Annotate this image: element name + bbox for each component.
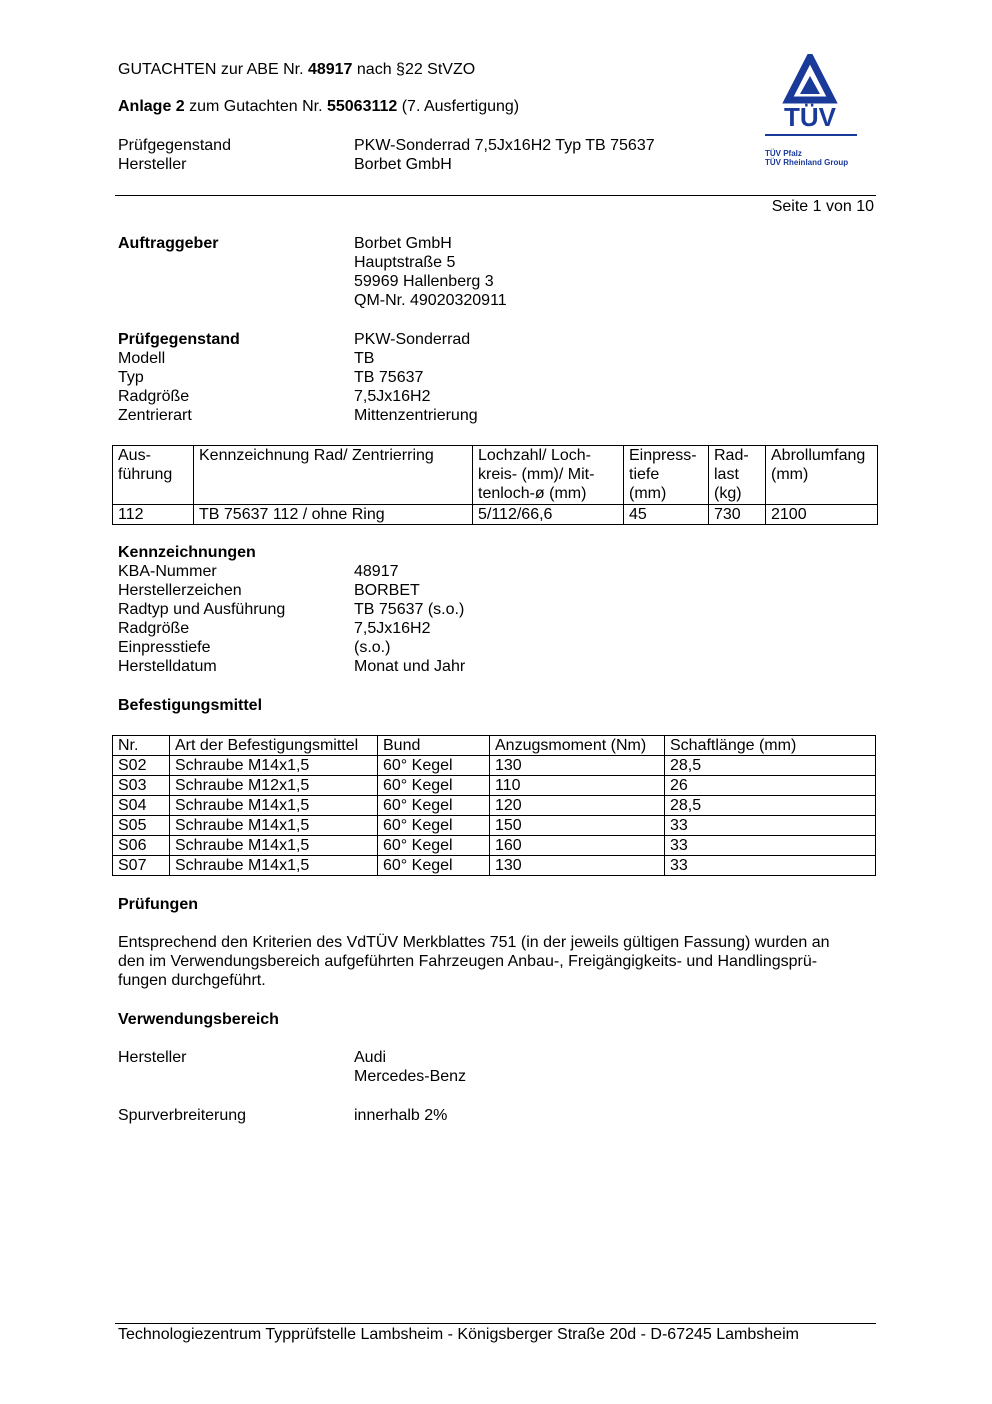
table-cell: Schraube M14x1,5 (170, 796, 378, 816)
einpresstiefe-value: (s.o.) (354, 639, 391, 656)
page-number: Seite 1 von 10 (771, 198, 874, 215)
table-cell: 60° Kegel (378, 856, 490, 876)
table-cell: Schraube M14x1,5 (170, 816, 378, 836)
col-lochzahl-header: Lochzahl/ Loch- kreis- (mm)/ Mit- tenloch-ø (mm) (473, 446, 624, 505)
table-cell: 60° Kegel (378, 756, 490, 776)
table-cell: 60° Kegel (378, 836, 490, 856)
pruefungen-text-line: fungen durchgeführt. (118, 972, 266, 989)
col-kennzeichnung-header: Kennzeichnung Rad/ Zentrierring (194, 446, 473, 505)
header-hersteller-value: Borbet GmbH (354, 156, 452, 173)
zentrierart-label: Zentrierart (118, 407, 192, 424)
table-row (113, 816, 876, 836)
radgroesse-label: Radgröße (118, 388, 190, 405)
col-abrollumfang-header: Abrollumfang (mm) (766, 446, 878, 505)
col-art-header: Art der Befestigungsmittel (170, 736, 378, 756)
header-line2-suffix: (7. Ausfertigung) (397, 98, 520, 115)
gutachten-number: 55063112 (326, 98, 398, 115)
typ-value: TB 75637 (354, 369, 424, 386)
table-cell: 2100 (766, 505, 878, 525)
herstelldatum-value: Monat und Jahr (354, 658, 466, 675)
spurverbreiterung-value: innerhalb 2% (354, 1107, 448, 1124)
header-hersteller-label: Hersteller (118, 156, 187, 173)
col-anzugsmoment-header: Anzugsmoment (Nm) (490, 736, 665, 756)
footer-address: Technologiezentrum Typprüfstelle Lambsheim - Königsberger Straße 20d - D-67245 Lambsheim (118, 1326, 799, 1343)
table-cell: Schraube M14x1,5 (170, 856, 378, 876)
table-cell: 130 (490, 756, 665, 776)
header-line2 (118, 97, 519, 116)
table-cell: 60° Kegel (378, 776, 490, 796)
table-cell: 33 (665, 856, 876, 876)
auftraggeber-line: QM-Nr. 49020320911 (354, 292, 507, 309)
auftraggeber-line: 59969 Hallenberg 3 (354, 273, 494, 290)
pruefungen-title: Prüfungen (118, 896, 198, 913)
logo-sub2: TÜV Rheinland Group (765, 158, 849, 167)
radtyp-value: TB 75637 (s.o.) (354, 601, 465, 618)
logo-divider (765, 134, 857, 136)
table-cell: S06 (113, 836, 170, 856)
verwendung-title: Verwendungsbereich (118, 1011, 279, 1028)
herstellerzeichen-label: Herstellerzeichen (118, 582, 242, 599)
befestigung-table (112, 735, 876, 876)
table-cell: 730 (709, 505, 766, 525)
table-cell: Schraube M14x1,5 (170, 836, 378, 856)
wheel-table (112, 445, 878, 525)
table-cell: 130 (490, 856, 665, 876)
table-cell: S03 (113, 776, 170, 796)
spurverbreiterung-label: Spurverbreiterung (118, 1107, 247, 1124)
table-row (113, 856, 876, 876)
table-cell: S05 (113, 816, 170, 836)
tuev-logo (760, 54, 860, 174)
table-cell: 60° Kegel (378, 816, 490, 836)
modell-label: Modell (118, 350, 166, 367)
typ-label: Typ (118, 369, 144, 386)
col-einpresstiefe-header: Einpress- tiefe (mm) (624, 446, 709, 505)
footer-divider (115, 1323, 876, 1324)
radtyp-label: Radtyp und Ausführung (118, 601, 286, 618)
abe-number: 48917 (307, 61, 353, 78)
herstellerzeichen-value: BORBET (354, 582, 420, 599)
table-row (113, 836, 876, 856)
col-ausfuehrung-header: Aus- führung (113, 446, 194, 505)
verwendung-hersteller-value: Audi (354, 1049, 387, 1066)
table-cell: S02 (113, 756, 170, 776)
verwendung-hersteller-label: Hersteller (118, 1049, 187, 1066)
table-row (113, 756, 876, 776)
table-cell: 5/112/66,6 (473, 505, 624, 525)
table-cell: 150 (490, 816, 665, 836)
pruefgegenstand-label: Prüfgegenstand (118, 331, 240, 348)
table-row (113, 796, 876, 816)
pruefungen-text-line: den im Verwendungsbereich aufgeführten Fahrzeugen Anbau-, Freigängigkeits- und Handlingsprü- (118, 953, 818, 970)
befestigung-header (113, 736, 876, 756)
pruefungen-text-line: Entsprechend den Kriterien des VdTÜV Merkblattes 751 (in der jeweils gültigen Fassung) wurden an (118, 934, 830, 951)
table-cell: 28,5 (665, 796, 876, 816)
table-cell: Schraube M14x1,5 (170, 756, 378, 776)
table-cell: 45 (624, 505, 709, 525)
table-cell: Schraube M12x1,5 (170, 776, 378, 796)
header-line1-suffix: nach §22 StVZO (352, 61, 476, 78)
kennzeichnungen-title: Kennzeichnungen (118, 544, 256, 561)
table-row (113, 505, 878, 525)
table-cell: 160 (490, 836, 665, 856)
logo-text: TÜV (784, 102, 836, 132)
table-cell: 28,5 (665, 756, 876, 776)
wheel-table-header (113, 446, 878, 505)
radgroesse2-label: Radgröße (118, 620, 190, 637)
table-cell: 33 (665, 816, 876, 836)
logo-sub1: TÜV Pfalz (765, 149, 802, 158)
zentrierart-value: Mittenzentrierung (354, 407, 478, 424)
table-cell: 60° Kegel (378, 796, 490, 816)
col-schaftlaenge-header: Schaftlänge (mm) (665, 736, 876, 756)
kba-value: 48917 (354, 563, 399, 580)
verwendung-hersteller-value: Mercedes-Benz (354, 1068, 467, 1085)
header-divider (115, 195, 876, 196)
anlage-label: Anlage 2 (118, 98, 185, 115)
header-pruefgegenstand-label: Prüfgegenstand (118, 137, 231, 154)
header-line1-prefix: GUTACHTEN zur ABE Nr. (118, 61, 308, 78)
table-cell: 120 (490, 796, 665, 816)
col-radlast-header: Rad- last (kg) (709, 446, 766, 505)
header-pruefgegenstand-value: PKW-Sonderrad 7,5Jx16H2 Typ TB 75637 (354, 137, 655, 154)
col-bund-header: Bund (378, 736, 490, 756)
table-cell: 33 (665, 836, 876, 856)
header-line1 (118, 60, 475, 79)
herstelldatum-label: Herstelldatum (118, 658, 217, 675)
auftraggeber-label: Auftraggeber (118, 235, 219, 252)
table-cell: 26 (665, 776, 876, 796)
table-cell: 112 (113, 505, 194, 525)
table-cell: 110 (490, 776, 665, 796)
table-cell: TB 75637 112 / ohne Ring (194, 505, 473, 525)
modell-value: TB (354, 350, 375, 367)
radgroesse2-value: 7,5Jx16H2 (354, 620, 431, 637)
table-cell: S04 (113, 796, 170, 816)
kba-label: KBA-Nummer (118, 563, 217, 580)
auftraggeber-line: Borbet GmbH (354, 235, 452, 252)
header-line2-mid: zum Gutachten Nr. (184, 98, 327, 115)
pruefgegenstand-value: PKW-Sonderrad (354, 331, 471, 348)
einpresstiefe-label: Einpresstiefe (118, 639, 211, 656)
table-row (113, 776, 876, 796)
table-cell: S07 (113, 856, 170, 876)
befestigung-title: Befestigungsmittel (118, 697, 263, 714)
auftraggeber-line: Hauptstraße 5 (354, 254, 456, 271)
radgroesse-value: 7,5Jx16H2 (354, 388, 431, 405)
col-nr-header: Nr. (113, 736, 170, 756)
